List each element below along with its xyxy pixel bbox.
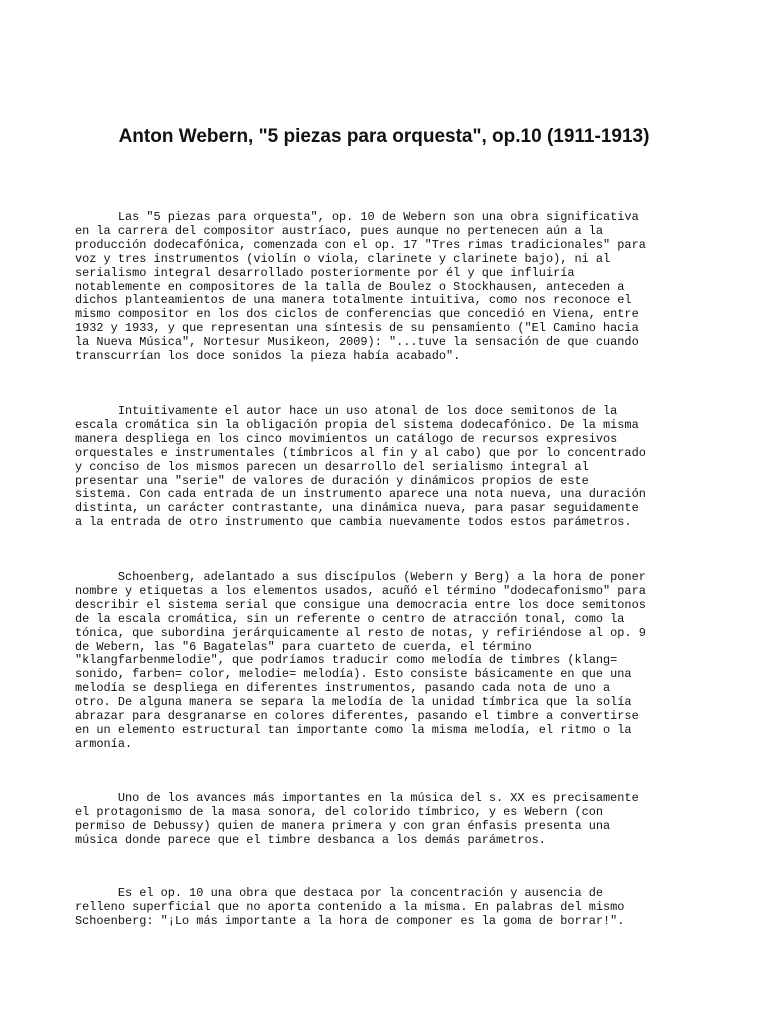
paragraph-2: Intuitivamente el autor hace un uso atonal de los doce semitonos de la escala cromática sin la obligación propia del sistema dodecafónico. De la misma manera despliega en los cinco movimientos un catálogo de recursos expresivos orquestales e instrumentales (tímbricos al fin y al cabo) que por lo concentrado y conciso de los mismos parecen un desarrollo del serialismo integral al presentar una "serie" de valores de duración y dinámicos propios de este sistema. Con cada entrada de un instrumento aparece una nota nueva, una duración distinta, un carácter contrastante, una dinámica nueva, para pasar seguidamente a la entrada de otro instrumento que cambia nuevamente todos estos parámetros. bbox=[75, 404, 646, 530]
paragraph-4: Uno de los avances más importantes en la música del s. XX es precisamente el protagonismo de la masa sonora, del colorido tímbrico, y es Webern (con permiso de Debussy) quien de manera primera y con gran énfasis presenta una música donde parece que el timbre desbanca a los demás parámetros. bbox=[75, 791, 639, 847]
paragraph-3: Schoenberg, adelantado a sus discípulos (Webern y Berg) a la hora de poner nombre y etiquetas a los elementos usados, acuñó el término "dodecafonismo" para describir el sistema serial que consigue una democracia entre los doce semitonos de la escala cromática, sin un referente o centro de atracción tonal, como la tónica, que subordina jerárquicamente al resto de notas, y refiriéndose al op. 9 de Webern, las "6 Bagatelas" para cuarteto de cuerda, el término "klangfarbenmelodie", que podríamos traducir como melodía de timbres (klang= sonido, farben= color, melodie= melodía). Esto consiste básicamente en que una melodía se despliega en diferentes instrumentos, pasando cada nota de uno a otro. De alguna manera se separa la melodía de la unidad tímbrica que la solía abrazar para desgranarse en colores diferentes, pasando el timbre a convertirse en un elemento estructural tan importante como la misma melodía, el ritmo o la armonía. bbox=[75, 570, 646, 751]
paragraph-5: Es el op. 10 una obra que destaca por la concentración y ausencia de relleno superficial que no aporta contenido a la misma. En palabras del mismo Schoenberg: "¡Lo más importante a la hora de componer es la goma de borrar!". bbox=[75, 886, 625, 928]
paragraph-1: Las "5 piezas para orquesta", op. 10 de Webern son una obra significativa en la carrera del compositor austríaco, pues aunque no pertenecen aún a la producción dodecafónica, comenzada con el op. 17 "Tres rimas tradicionales" para voz y tres instrumentos (violín o viola, clarinete y clarinete bajo), ni al serialismo integral desarrollado posteriormente por él y que influiría notablemente en compositores de la talla de Boulez o Stockhausen, anteceden a dichos planteamientos de una manera totalmente intuitiva, como nos reconoce el mismo compositor en los dos ciclos de conferencias que concedió en Viena, entre 1932 y 1933, y que representan una síntesis de su pensamiento ("El Camino hacia la Nueva Música", Nortesur Musikeon, 2009): "...tuve la sensación de que cuando transcurrían los doce sonidos la pieza había acabado". bbox=[75, 210, 646, 364]
document-title: Anton Webern, "5 piezas para orquesta", op.10 (1911-1913) bbox=[118, 126, 650, 147]
